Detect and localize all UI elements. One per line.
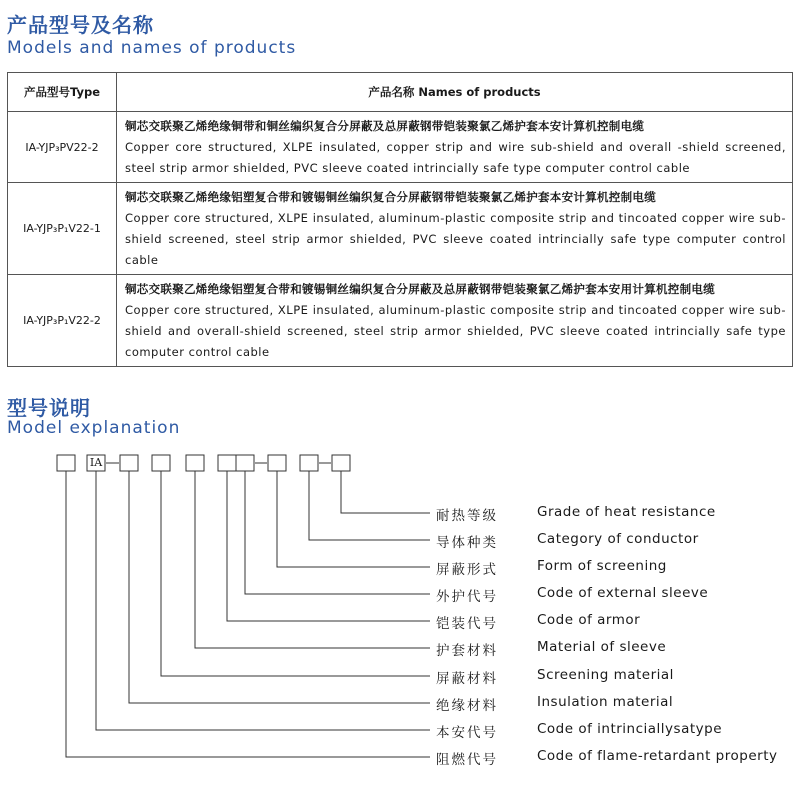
code-box — [152, 455, 170, 471]
products-section-title-cn: 产品型号及名称 — [7, 13, 154, 37]
label-cn: 阻燃代号 — [436, 752, 498, 768]
code-box — [236, 455, 254, 471]
products-table — [7, 72, 793, 367]
label-en: Material of sleeve — [537, 639, 667, 655]
table-row — [8, 183, 793, 275]
products-section-title-en: Models and names of products — [7, 38, 297, 58]
label-cn: 本安代号 — [436, 725, 498, 741]
column-header-name: 产品名称 Names of products — [117, 73, 793, 112]
model-cell: IA-YJP₃P₁V22-2 — [8, 275, 117, 367]
model-cell: IA-YJP₃P₁V22-1 — [8, 183, 117, 275]
leader-line — [66, 471, 430, 757]
name-cell — [117, 112, 793, 183]
code-box — [300, 455, 318, 471]
code-box — [120, 455, 138, 471]
label-en: Code of armor — [537, 612, 641, 628]
product-name-cn: 铜芯交联聚乙烯绝缘铜带和铜丝编织复合分屏蔽及总屏蔽钢带铠装聚氯乙烯护套本安计算机控制电缆 — [125, 119, 645, 133]
code-box — [186, 455, 204, 471]
product-name-en: Copper core structured, XLPE insulated, aluminum-plastic composite strip and tincoated copper wire sub-shield screened, steel strip armor shielded, PVC sleeve coated intrincially safe type computer control cable — [125, 211, 786, 267]
model-explanation-title-en: Model explanation — [7, 418, 181, 438]
label-cn: 护套材料 — [436, 643, 498, 659]
label-cn: 导体种类 — [436, 535, 498, 551]
leader-line — [309, 471, 430, 540]
leader-line — [227, 471, 430, 621]
label-en: Screening material — [537, 667, 674, 683]
code-box — [218, 455, 236, 471]
label-en: Grade of heat resistance — [537, 504, 716, 520]
label-en: Code of intrinciallysatype — [537, 721, 723, 737]
label-cn: 屏蔽材料 — [436, 671, 498, 687]
name-cell — [117, 183, 793, 275]
label-cn: 铠装代号 — [436, 616, 498, 632]
table-row — [8, 275, 793, 367]
leader-line — [96, 471, 430, 730]
leader-line — [277, 471, 430, 567]
product-name-en: Copper core structured, XLPE insulated, copper strip and wire sub-shield and overall -shield screened, steel strip armor shielded, PVC sleeve coated intrincially safe type computer control cable — [125, 140, 786, 175]
label-en: Code of external sleeve — [537, 585, 709, 601]
label-cn: 耐热等级 — [436, 508, 498, 524]
name-cell — [117, 275, 793, 367]
code-box — [268, 455, 286, 471]
product-name-cn: 铜芯交联聚乙烯绝缘铝塑复合带和镀锡铜丝编织复合分屏蔽及总屏蔽钢带铠装聚氯乙烯护套本安用计算机控制电缆 — [125, 282, 715, 296]
column-header-model: 产品型号Type — [8, 73, 117, 112]
product-name-en: Copper core structured, XLPE insulated, aluminum-plastic composite strip and tincoated copper wire sub-shield and overall-shield screened, steel strip armor shielded, PVC sleeve coated intrincially safe type computer control cable — [125, 303, 786, 359]
leader-line — [129, 471, 430, 703]
ia-box-text: IA — [89, 456, 103, 469]
table-row — [8, 112, 793, 183]
leader-line — [161, 471, 430, 676]
label-en: Category of conductor — [537, 531, 699, 547]
leader-line — [341, 471, 430, 513]
label-cn: 绝缘材料 — [436, 698, 498, 714]
model-explanation-title-cn: 型号说明 — [7, 396, 91, 420]
label-cn: 外护代号 — [436, 589, 498, 605]
label-cn: 屏蔽形式 — [436, 562, 498, 578]
label-en: Form of screening — [537, 558, 667, 574]
code-box — [57, 455, 75, 471]
model-cell: IA-YJP₃PV22-2 — [8, 112, 117, 183]
code-box — [332, 455, 350, 471]
label-en: Code of flame-retardant property — [537, 748, 778, 764]
table-header-row — [8, 73, 793, 112]
leader-line — [245, 471, 430, 594]
label-en: Insulation material — [537, 694, 674, 710]
product-name-cn: 铜芯交联聚乙烯绝缘铝塑复合带和镀锡铜丝编织复合分屏蔽钢带铠装聚氯乙烯护套本安计算机控制电缆 — [125, 190, 656, 204]
